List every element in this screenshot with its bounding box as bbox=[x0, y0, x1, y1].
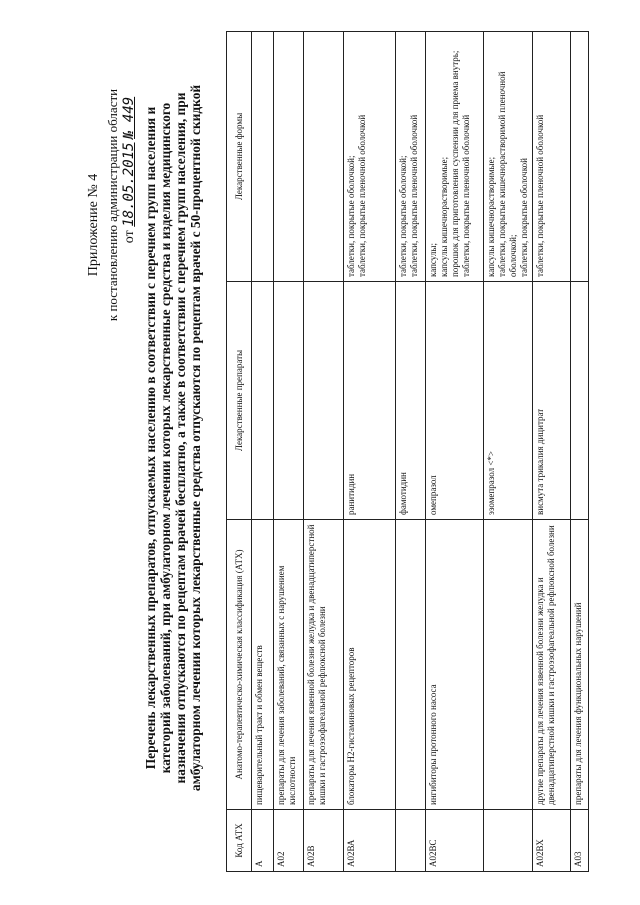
document-title bbox=[143, 43, 203, 833]
cell-atc bbox=[396, 520, 426, 810]
form-line: таблетки, покрытые оболочкой; bbox=[398, 155, 408, 277]
header-code: Код АТХ bbox=[227, 810, 252, 872]
cell-code: А bbox=[252, 810, 274, 872]
cell-forms bbox=[533, 32, 571, 282]
title-line: амбулаторном лечении которых лекарственные средства отпускаются по рецептам врачей с 50-процентной скидкой bbox=[188, 84, 203, 792]
form-line: таблетки, покрытые оболочкой; bbox=[346, 155, 356, 277]
decree-number: № 449 bbox=[121, 96, 137, 139]
table-row bbox=[252, 32, 274, 872]
cell-atc: ингибиторы протонного насоса bbox=[426, 520, 484, 810]
cell-code: А02В bbox=[304, 810, 344, 872]
table-row bbox=[344, 32, 396, 872]
form-line: таблетки, покрытые оболочкой bbox=[519, 158, 529, 277]
cell-forms bbox=[344, 32, 396, 282]
form-line: таблетки, покрытые пленочной оболочкой bbox=[535, 114, 545, 277]
date-prefix: от bbox=[122, 230, 137, 244]
cell-atc bbox=[484, 520, 533, 810]
cell-atc: другие препараты для лечения язвенной болезни желудка и двенадцатиперстной кишки и гастроэзофагеальной рефлюксной болезни bbox=[533, 520, 571, 810]
cell-atc: препараты для лечения функциональных нарушений bbox=[571, 520, 589, 810]
cell-code: А03 bbox=[571, 810, 589, 872]
title-line: категорий заболеваний, при амбулаторном лечении которых лекарственные средства и изделия медицинского bbox=[158, 102, 173, 774]
form-line: таблетки, покрытые пленочной оболочкой bbox=[357, 114, 367, 277]
form-line: порошок для приготовления суспензии для приема внутрь; bbox=[450, 50, 460, 277]
cell-code bbox=[396, 810, 426, 872]
title-line: назначения отпускаются по рецептам врачей бесплатно, а также в соответствии с перечнем групп населения, при bbox=[173, 92, 188, 784]
cell-code: А02ВС bbox=[426, 810, 484, 872]
cell-forms bbox=[571, 32, 589, 282]
table-row bbox=[426, 32, 484, 872]
form-line: таблетки, покрытые кишечнорастворимой пленочной оболочкой; bbox=[497, 71, 518, 277]
cell-drug bbox=[274, 282, 304, 520]
table-row bbox=[533, 32, 571, 872]
cell-atc: пищеварительный тракт и обмен веществ bbox=[252, 520, 274, 810]
cell-drug bbox=[571, 282, 589, 520]
appendix-label: Приложение № 4 bbox=[86, 173, 101, 277]
header-atc: Анатомо-терапевтическо-химическая классификация (АТХ) bbox=[227, 520, 252, 810]
cell-atc: препараты для лечения заболеваний, связанных с нарушением кислотности bbox=[274, 520, 304, 810]
cell-forms bbox=[426, 32, 484, 282]
title-line: Перечень лекарственных препаратов, отпускаемых населению в соответствии с перечнем групп населения и bbox=[143, 106, 158, 770]
table-row bbox=[304, 32, 344, 872]
header-drug: Лекарственные препараты bbox=[227, 282, 252, 520]
cell-drug: омепразол bbox=[426, 282, 484, 520]
cell-drug: ранитидин bbox=[344, 282, 396, 520]
cell-atc: блокаторы Н2-гистаминовых рецепторов bbox=[344, 520, 396, 810]
header-forms: Лекарственные формы bbox=[227, 32, 252, 282]
form-line: таблетки, покрытые пленочной оболочкой bbox=[409, 114, 419, 277]
drug-table bbox=[226, 31, 589, 872]
table-body bbox=[252, 32, 589, 872]
cell-forms bbox=[274, 32, 304, 282]
form-line: капсулы кишечнорастворимые; bbox=[439, 156, 449, 277]
table-row bbox=[274, 32, 304, 872]
cell-forms bbox=[484, 32, 533, 282]
cell-drug: эзомепразол <*> bbox=[484, 282, 533, 520]
cell-forms bbox=[304, 32, 344, 282]
cell-forms bbox=[396, 32, 426, 282]
decree-date bbox=[121, 85, 138, 255]
cell-atc: препараты для лечения язвенной болезни желудка и двенадцатиперстной кишки и гастроэзофагеальной рефлюксной болезни bbox=[304, 520, 344, 810]
table-row bbox=[484, 32, 533, 872]
cell-drug bbox=[304, 282, 344, 520]
date-value: 18.05.2015 bbox=[121, 142, 137, 227]
form-line: таблетки, покрытые пленочной оболочкой bbox=[461, 114, 471, 277]
cell-code: А02ВХ bbox=[533, 810, 571, 872]
cell-code: А02 bbox=[274, 810, 304, 872]
form-line: капсулы; bbox=[428, 243, 438, 277]
form-line: капсулы кишечнорастворимые; bbox=[486, 156, 496, 277]
cell-drug: висмута трикалия дицитрат bbox=[533, 282, 571, 520]
table-row bbox=[396, 32, 426, 872]
cell-drug bbox=[252, 282, 274, 520]
table-header-row bbox=[227, 32, 252, 872]
cell-forms bbox=[252, 32, 274, 282]
cell-drug: фамотидин bbox=[396, 282, 426, 520]
cell-code bbox=[484, 810, 533, 872]
table-row bbox=[571, 32, 589, 872]
decree-label: к постановлению администрации области bbox=[105, 88, 120, 322]
cell-code: А02ВА bbox=[344, 810, 396, 872]
